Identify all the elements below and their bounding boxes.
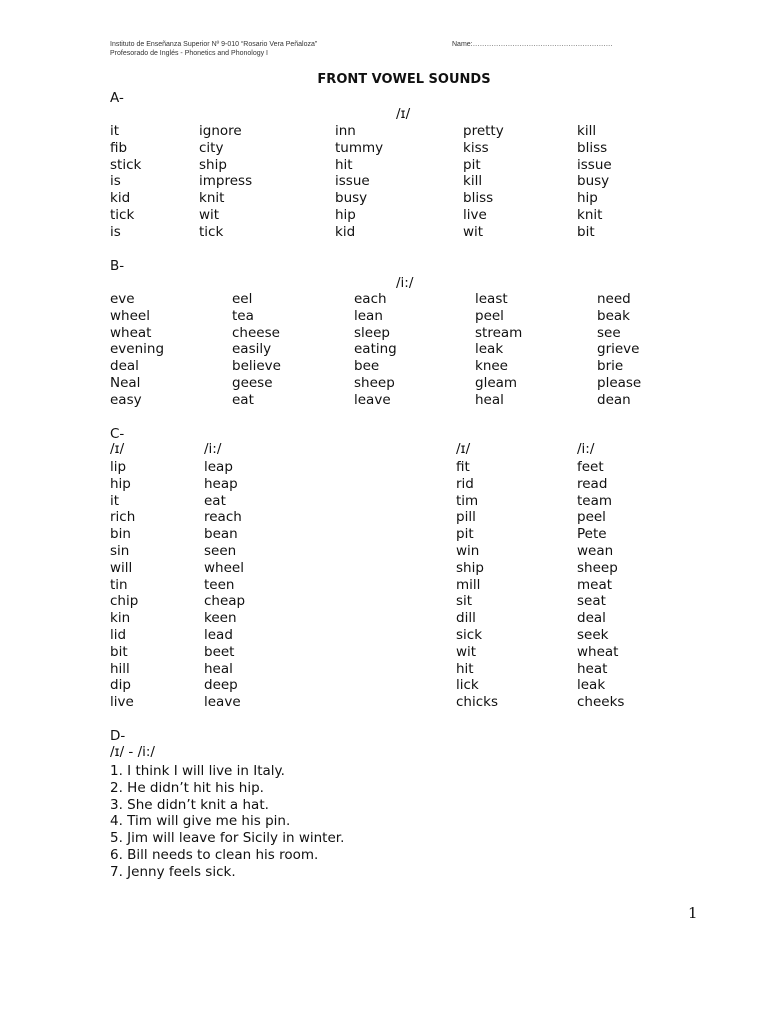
word-cell: least [475,291,508,307]
word-cell: sick [456,627,483,643]
word-row [0,224,768,241]
word-cell: chip [110,593,139,610]
word-row [0,593,768,610]
section-c-header: /i:/ [577,441,595,457]
sentence-item: 5. Jim will leave for Sicily in winter. [110,830,345,847]
word-cell: tim [456,492,479,509]
word-cell: easily [232,341,272,358]
word-cell: tin [110,576,128,593]
word-cell: beet [204,643,235,660]
word-cell: hip [335,207,356,223]
word-cell: live [110,694,134,711]
word-cell: bean [204,526,238,543]
word-cell: kid [335,223,356,240]
sentence-item: 2. He didn’t hit his hip. [110,779,264,796]
word-cell: please [597,375,642,391]
word-cell: inn [335,123,356,139]
word-cell: kid [110,190,131,207]
word-row [0,173,768,190]
word-cell: pretty [463,123,504,139]
word-cell: heal [475,391,504,408]
word-cell: ignore [199,123,242,139]
word-cell: lean [354,307,383,324]
word-row [0,140,768,157]
word-cell: rich [110,509,136,526]
word-cell: kill [463,173,483,190]
word-cell: eating [354,341,397,358]
word-cell: tea [232,307,254,324]
word-cell: bit [577,223,595,240]
word-row [0,207,768,224]
word-cell: seen [204,543,237,559]
word-cell: eat [204,492,226,509]
word-cell: pill [456,509,476,526]
word-cell: eve [110,291,135,307]
word-cell: rid [456,475,474,492]
section-b-symbol: /i:/ [396,275,414,291]
word-cell: kill [577,123,597,139]
word-row [0,123,768,140]
word-cell: bin [110,526,131,543]
word-cell: heap [204,475,238,492]
word-cell: reach [204,509,242,526]
word-cell: busy [335,190,368,207]
word-cell: leak [577,677,606,694]
word-cell: seek [577,627,609,643]
page-number: 1 [688,904,698,922]
word-cell: leave [204,694,241,711]
word-cell: wheat [577,643,619,660]
word-row [0,157,768,174]
word-cell: sit [456,593,473,610]
word-row [0,644,768,661]
word-cell: Pete [577,526,607,543]
word-cell: bliss [463,190,494,207]
word-cell: hip [577,190,598,207]
header-institution: Instituto de Enseñanza Superior Nº 9-010 “Rosario Vera Peñaloza” [110,41,318,48]
word-cell: eat [232,391,254,408]
section-c-header: /ɪ/ [456,441,471,457]
word-cell: read [577,475,608,492]
word-cell: bliss [577,139,608,156]
word-cell: busy [577,173,610,190]
word-cell: Neal [110,375,141,391]
word-row [0,341,768,358]
word-cell: see [597,324,621,341]
word-cell: keen [204,610,237,627]
word-cell: city [199,139,224,156]
word-cell: mill [456,576,481,593]
word-cell: brie [597,358,624,375]
word-cell: wheel [110,307,150,324]
word-row [0,560,768,577]
section-c-header: /i:/ [204,441,222,457]
word-cell: peel [577,509,606,526]
word-cell: wit [456,643,477,660]
word-row [0,543,768,560]
word-cell: hit [335,156,353,173]
word-cell: team [577,492,613,509]
page-title: FRONT VOWEL SOUNDS [317,72,491,87]
word-row [0,190,768,207]
word-cell: cheese [232,324,280,341]
word-cell: need [597,291,631,307]
word-cell: cheeks [577,694,625,711]
word-cell: grieve [597,341,640,358]
word-cell: leap [204,459,233,475]
sentence-item: 3. She didn’t knit a hat. [110,796,269,813]
word-cell: wit [463,223,484,240]
word-row [0,459,768,476]
word-cell: easy [110,391,142,408]
word-cell: believe [232,358,281,375]
word-cell: wit [199,207,220,223]
word-row [0,509,768,526]
word-cell: teen [204,576,235,593]
word-cell: hit [456,660,474,677]
header-course: Profesorado de Inglés - Phonetics and Phonology I [110,50,268,57]
word-cell: cheap [204,593,246,610]
word-cell: sin [110,543,130,559]
header-name-field: Name:…………………………………………………… [452,41,613,48]
word-row [0,493,768,510]
word-cell: beak [597,307,630,324]
word-cell: chicks [456,694,499,711]
word-row [0,694,768,711]
word-row [0,375,768,392]
word-cell: peel [475,307,504,324]
word-cell: ship [456,559,484,576]
word-cell: win [456,543,480,559]
word-cell: lead [204,627,233,643]
word-cell: bee [354,358,380,375]
word-cell: heal [204,660,233,677]
word-cell: dill [456,610,476,627]
word-cell: feet [577,459,604,475]
word-cell: knit [199,190,225,207]
word-cell: knit [577,207,603,223]
word-cell: wean [577,543,614,559]
word-cell: tick [199,223,224,240]
word-cell: pit [456,526,474,543]
word-cell: fit [456,459,470,475]
word-row [0,325,768,342]
word-cell: tick [110,207,135,223]
word-cell: pit [463,156,481,173]
word-cell: dean [597,391,631,408]
word-cell: gleam [475,375,518,391]
word-cell: sheep [577,559,618,576]
word-cell: heat [577,660,608,677]
section-a-symbol: /ɪ/ [396,106,411,122]
sentence-item: 1. I think I will live in Italy. [110,763,285,779]
word-cell: tummy [335,139,384,156]
word-cell: sheep [354,375,395,391]
word-cell: stick [110,156,142,173]
word-cell: live [463,207,487,223]
word-row [0,526,768,543]
word-cell: is [110,173,121,190]
section-b-label: B- [110,258,125,274]
section-c-label: C- [110,426,125,442]
word-cell: will [110,559,133,576]
word-cell: hill [110,660,130,677]
word-row [0,610,768,627]
word-row [0,308,768,325]
word-cell: ship [199,156,227,173]
word-cell: geese [232,375,273,391]
word-row [0,392,768,409]
word-cell: leave [354,391,391,408]
word-cell: dip [110,677,131,694]
word-cell: deal [577,610,606,627]
word-cell: stream [475,324,523,341]
word-row [0,627,768,644]
word-cell: eel [232,291,253,307]
word-cell: it [110,492,120,509]
word-cell: knee [475,358,508,375]
word-cell: it [110,123,120,139]
word-cell: each [354,291,387,307]
word-cell: impress [199,173,253,190]
word-cell: is [110,223,121,240]
word-cell: lick [456,677,479,694]
word-cell: wheel [204,559,244,576]
section-d-symbol: /ɪ/ - /i:/ [110,744,155,760]
section-c-header: /ɪ/ [110,441,125,457]
word-row [0,677,768,694]
word-row [0,358,768,375]
word-cell: leak [475,341,504,358]
word-cell: kiss [463,139,489,156]
word-cell: bit [110,643,128,660]
word-cell: wheat [110,324,152,341]
section-a-label: A- [110,90,124,106]
word-cell: issue [577,156,612,173]
word-cell: seat [577,593,606,610]
word-cell: evening [110,341,165,358]
word-cell: lid [110,627,127,643]
word-cell: lip [110,459,127,475]
word-row [0,661,768,678]
word-cell: fib [110,139,128,156]
sentence-item: 6. Bill needs to clean his room. [110,847,319,863]
sentence-item: 4. Tim will give me his pin. [110,813,291,830]
word-cell: kin [110,610,131,627]
word-row [0,476,768,493]
word-cell: deep [204,677,238,694]
word-row [0,577,768,594]
word-cell: deal [110,358,139,375]
word-cell: sleep [354,324,390,341]
sentence-item: 7. Jenny feels sick. [110,863,236,880]
section-d-label: D- [110,728,126,744]
word-row [0,291,768,308]
word-cell: hip [110,475,131,492]
word-cell: issue [335,173,370,190]
word-cell: meat [577,576,613,593]
